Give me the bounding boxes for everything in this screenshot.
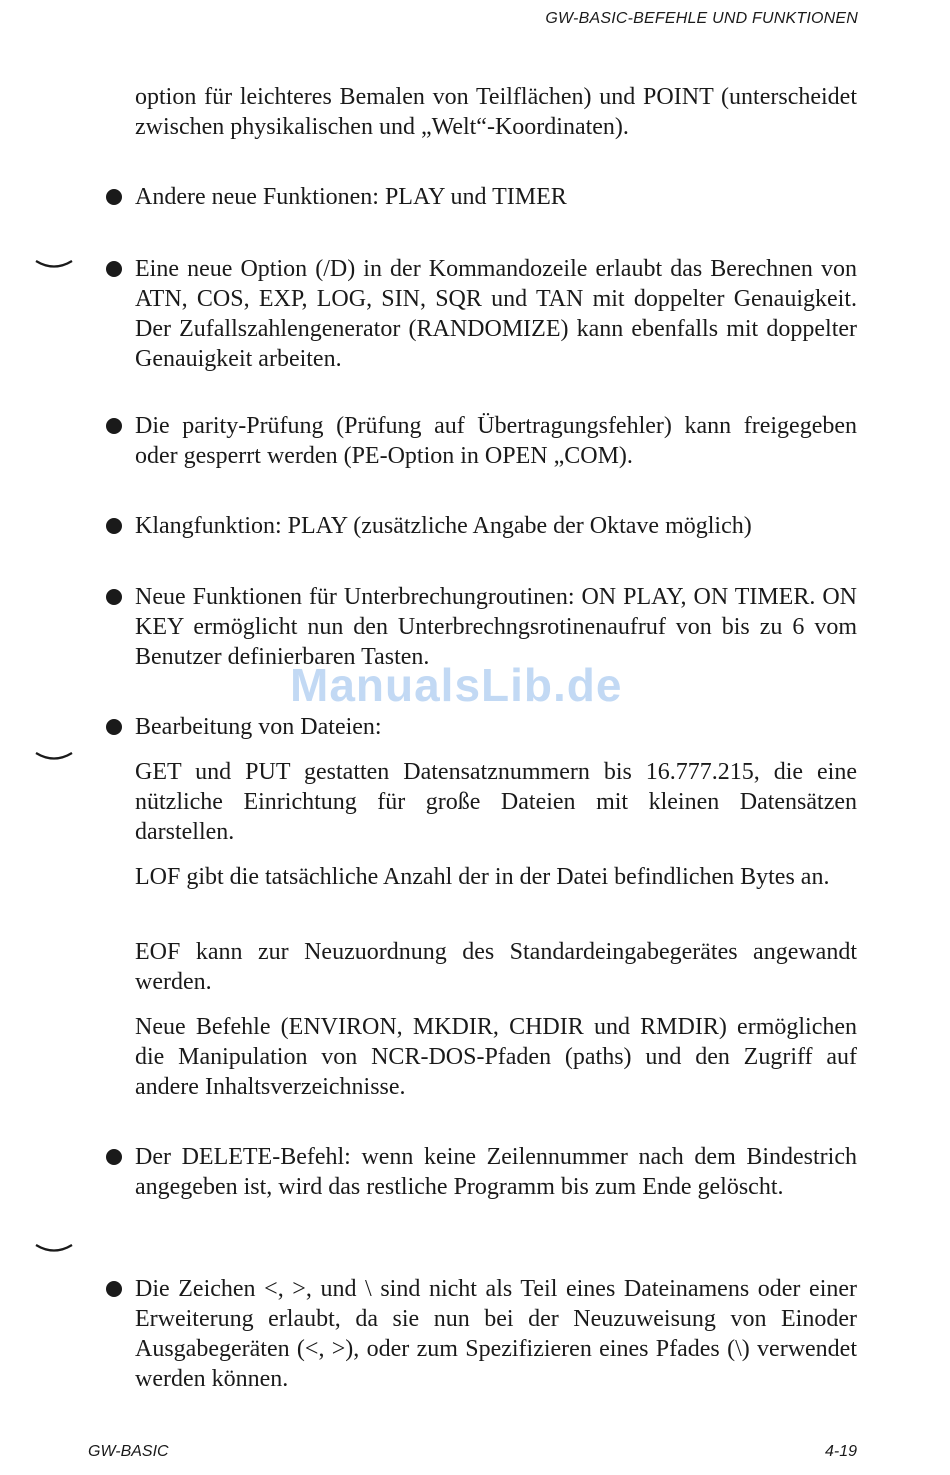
margin-mark-icon	[34, 1242, 74, 1256]
margin-mark-icon	[34, 258, 74, 272]
bullet-icon	[106, 418, 122, 434]
list-item: Neue Funktionen für Unterbrechungroutinen: ON PLAY, ON TIMER. ON KEY ermöglicht nun den Unterbrechngsrotinenaufruf von bis zu 6 vom Benutzer definierbaren Tasten.	[135, 584, 857, 670]
sub-paragraph: Neue Befehle (ENVIRON, MKDIR, CHDIR und RMDIR) ermöglichen die Manipulation von NCR-DOS-Pfaden (paths) und den Zugriff auf andere Inhaltsverzeichnisse.	[135, 1014, 857, 1100]
sub-paragraph: LOF gibt die tatsächliche Anzahl der in der Datei befindlichen Bytes an.	[135, 864, 830, 890]
bullet-icon	[106, 1281, 122, 1297]
watermark: ManualsLib.de	[290, 659, 623, 711]
list-item: Bearbeitung von Dateien:	[135, 714, 382, 740]
bullet-icon	[106, 1149, 122, 1165]
margin-mark-icon	[34, 750, 74, 764]
bullet-icon	[106, 719, 122, 735]
list-item: Klangfunktion: PLAY (zusätzliche Angabe der Oktave möglich)	[135, 513, 752, 539]
bullet-icon	[106, 261, 122, 277]
list-item: Die Zeichen <, >, und \ sind nicht als Teil eines Dateinamens oder einer Erweiterung erlaubt, da sie nun bei der Neuzuweisung von Einoder Ausgabegeräten (<, >), oder zum Spezifizieren eines Pfades (\) verwendet werden können.	[135, 1276, 857, 1392]
footer-product-name: GW-BASIC	[88, 1443, 169, 1460]
list-item: Andere neue Funktionen: PLAY und TIMER	[135, 184, 567, 210]
continuation-paragraph: option für leichteres Bemalen von Teilflächen) und POINT (unterscheidet zwischen physikalischen und „Welt“-Koordinaten).	[135, 84, 857, 140]
list-item: Der DELETE-Befehl: wenn keine Zeilennummer nach dem Bindestrich angegeben ist, wird das restliche Programm bis zum Ende gelöscht.	[135, 1144, 857, 1200]
bullet-icon	[106, 518, 122, 534]
sub-paragraph: GET und PUT gestatten Datensatznummern bis 16.777.215, die eine nützliche Einrichtung für große Dateien mit kleinen Datensätzen darstellen.	[135, 759, 857, 845]
page-number: 4-19	[824, 1443, 857, 1460]
bullet-icon	[106, 589, 122, 605]
bullet-icon	[106, 189, 122, 205]
list-item: Eine neue Option (/D) in der Kommandozeile erlaubt das Berechnen von ATN, COS, EXP, LOG, SIN, SQR und TAN mit doppelter Genauigkeit. Der Zufallszahlengenerator (RANDOMIZE) kann ebenfalls mit doppelter Genauigkeit arbeiten.	[135, 256, 857, 372]
sub-paragraph: EOF kann zur Neuzuordnung des Standardeingabegerätes angewandt werden.	[135, 939, 857, 995]
list-item: Die parity-Prüfung (Prüfung auf Übertragungsfehler) kann freigegeben oder gesperrt werden (PE-Option in OPEN „COM).	[135, 413, 857, 469]
running-header: GW-BASIC-BEFEHLE UND FUNKTIONEN	[545, 10, 858, 27]
